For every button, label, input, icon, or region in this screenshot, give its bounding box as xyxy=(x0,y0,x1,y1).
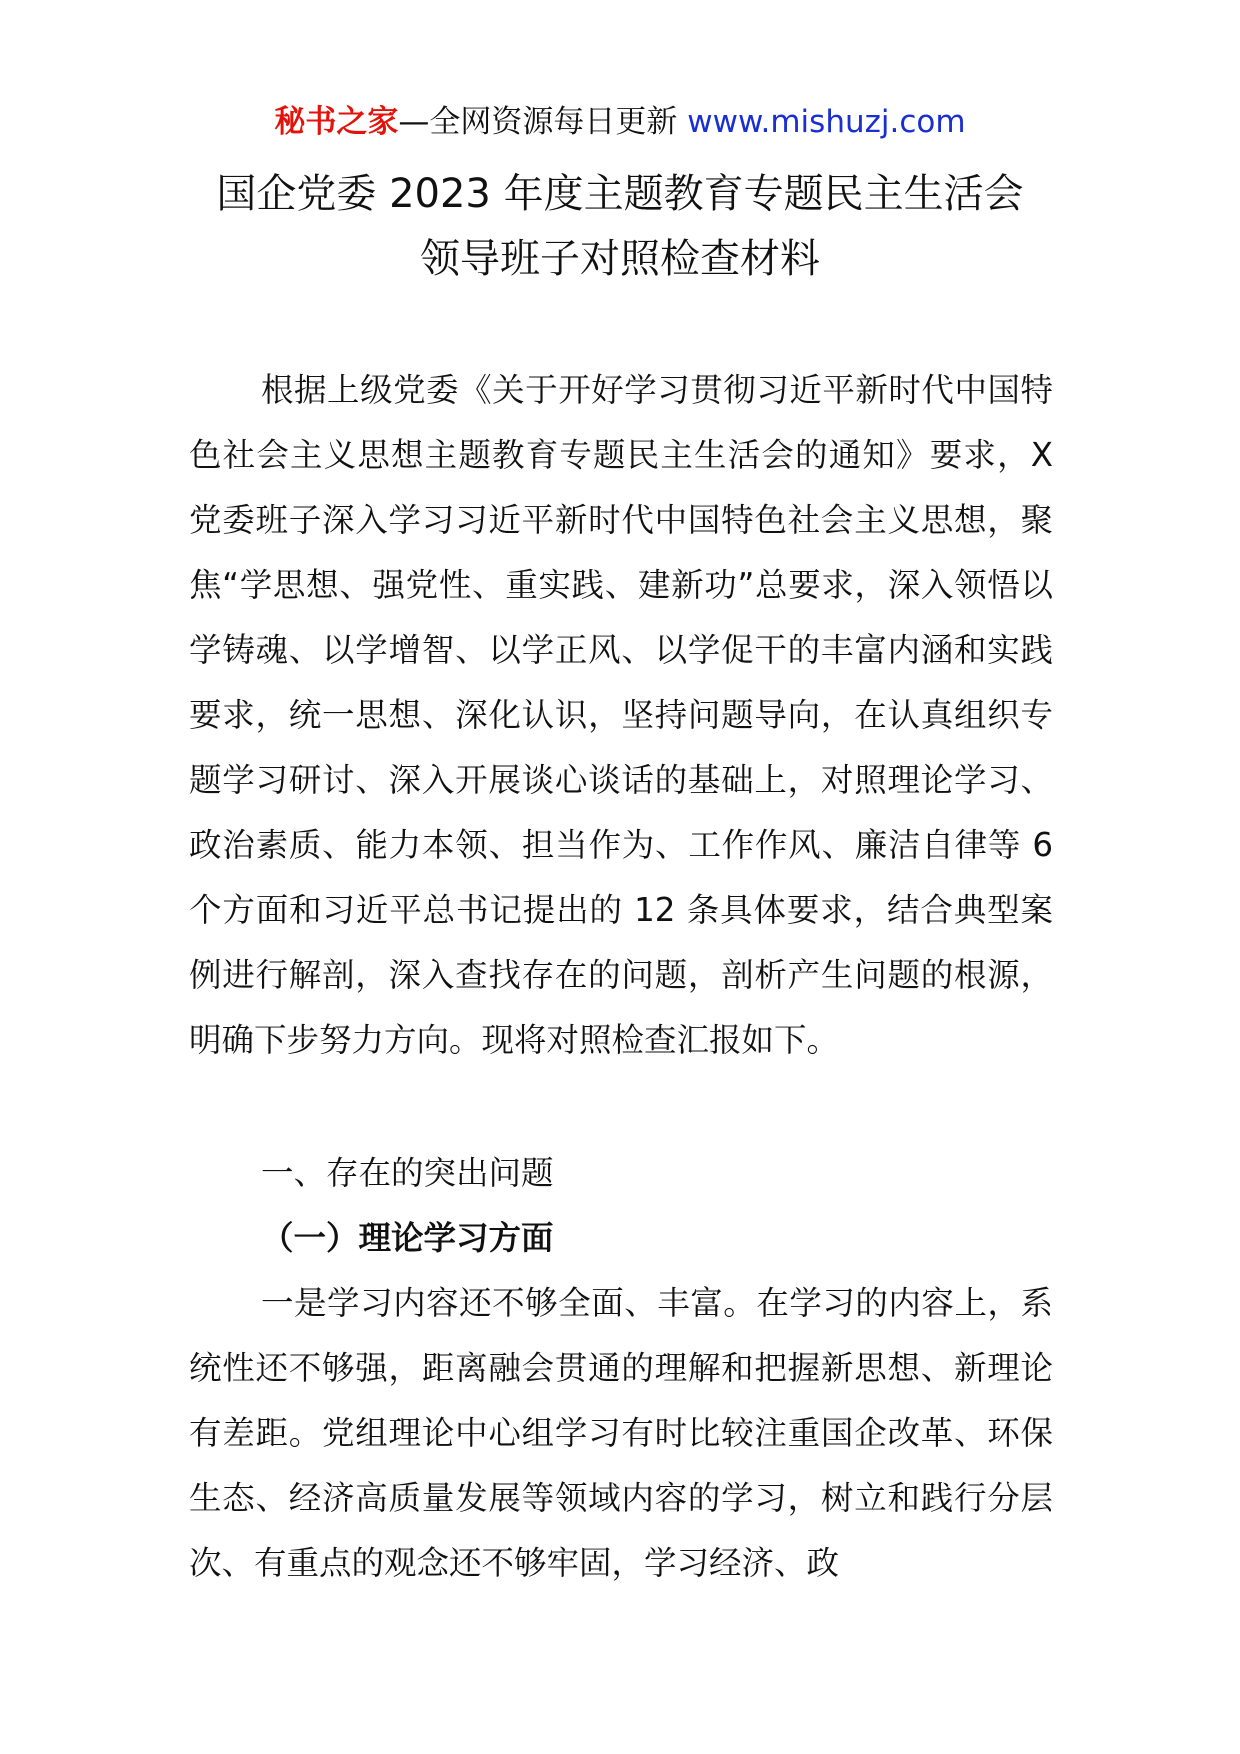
site-brand: 秘书之家 xyxy=(274,104,399,140)
site-url-link[interactable]: www.mishuzj.com xyxy=(687,104,966,140)
document-title-line-2: 领导班子对照检查材料 xyxy=(420,236,820,282)
site-slogan: —全网资源每日更新 xyxy=(398,104,688,140)
document-title-line-1: 国企党委 2023 年度主题教育专题民主生活会 xyxy=(216,171,1024,217)
intro-paragraph: 根据上级党委《关于开好学习贯彻习近平新时代中国特色社会主义思想主题教育专题民主生活会的通知》要求，X 党委班子深入学习习近平新时代中国特色社会主义思想，聚焦“学思想、强党性、重实践、建新功”总要求，深入领悟以学铸魂、以学增智、以学正风、以学促干的丰富内涵和实践要求，统一思想、深化认识，坚持问题导向，在认真组织专题学习研讨、深入开展谈心谈话的基础上，对照理论学习、政治素质、能力本领、担当作为、工作作风、廉洁自律等 6 个方面和习近平总书记提出的 12 条具体要求，结合典型案例进行解剖，深入查找存在的问题，剖析产生问题的根源，明确下步努力方向。现将对照检查汇报如下。 xyxy=(189,371,1053,1059)
item-paragraph: 一是学习内容还不够全面、丰富。在学习的内容上，系统性还不够强，距离融会贯通的理解和把握新思想、新理论有差距。党组理论中心组学习有时比较注重国企改革、环保生态、经济高质量发展等领域内容的学习，树立和践行分层次、有重点的观念还不够牢固，学习经济、政 xyxy=(189,1284,1053,1582)
site-header xyxy=(0,102,1240,142)
subsection-heading: （一）理论学习方面 xyxy=(261,1219,554,1257)
section-heading: 一、存在的突出问题 xyxy=(261,1154,554,1192)
